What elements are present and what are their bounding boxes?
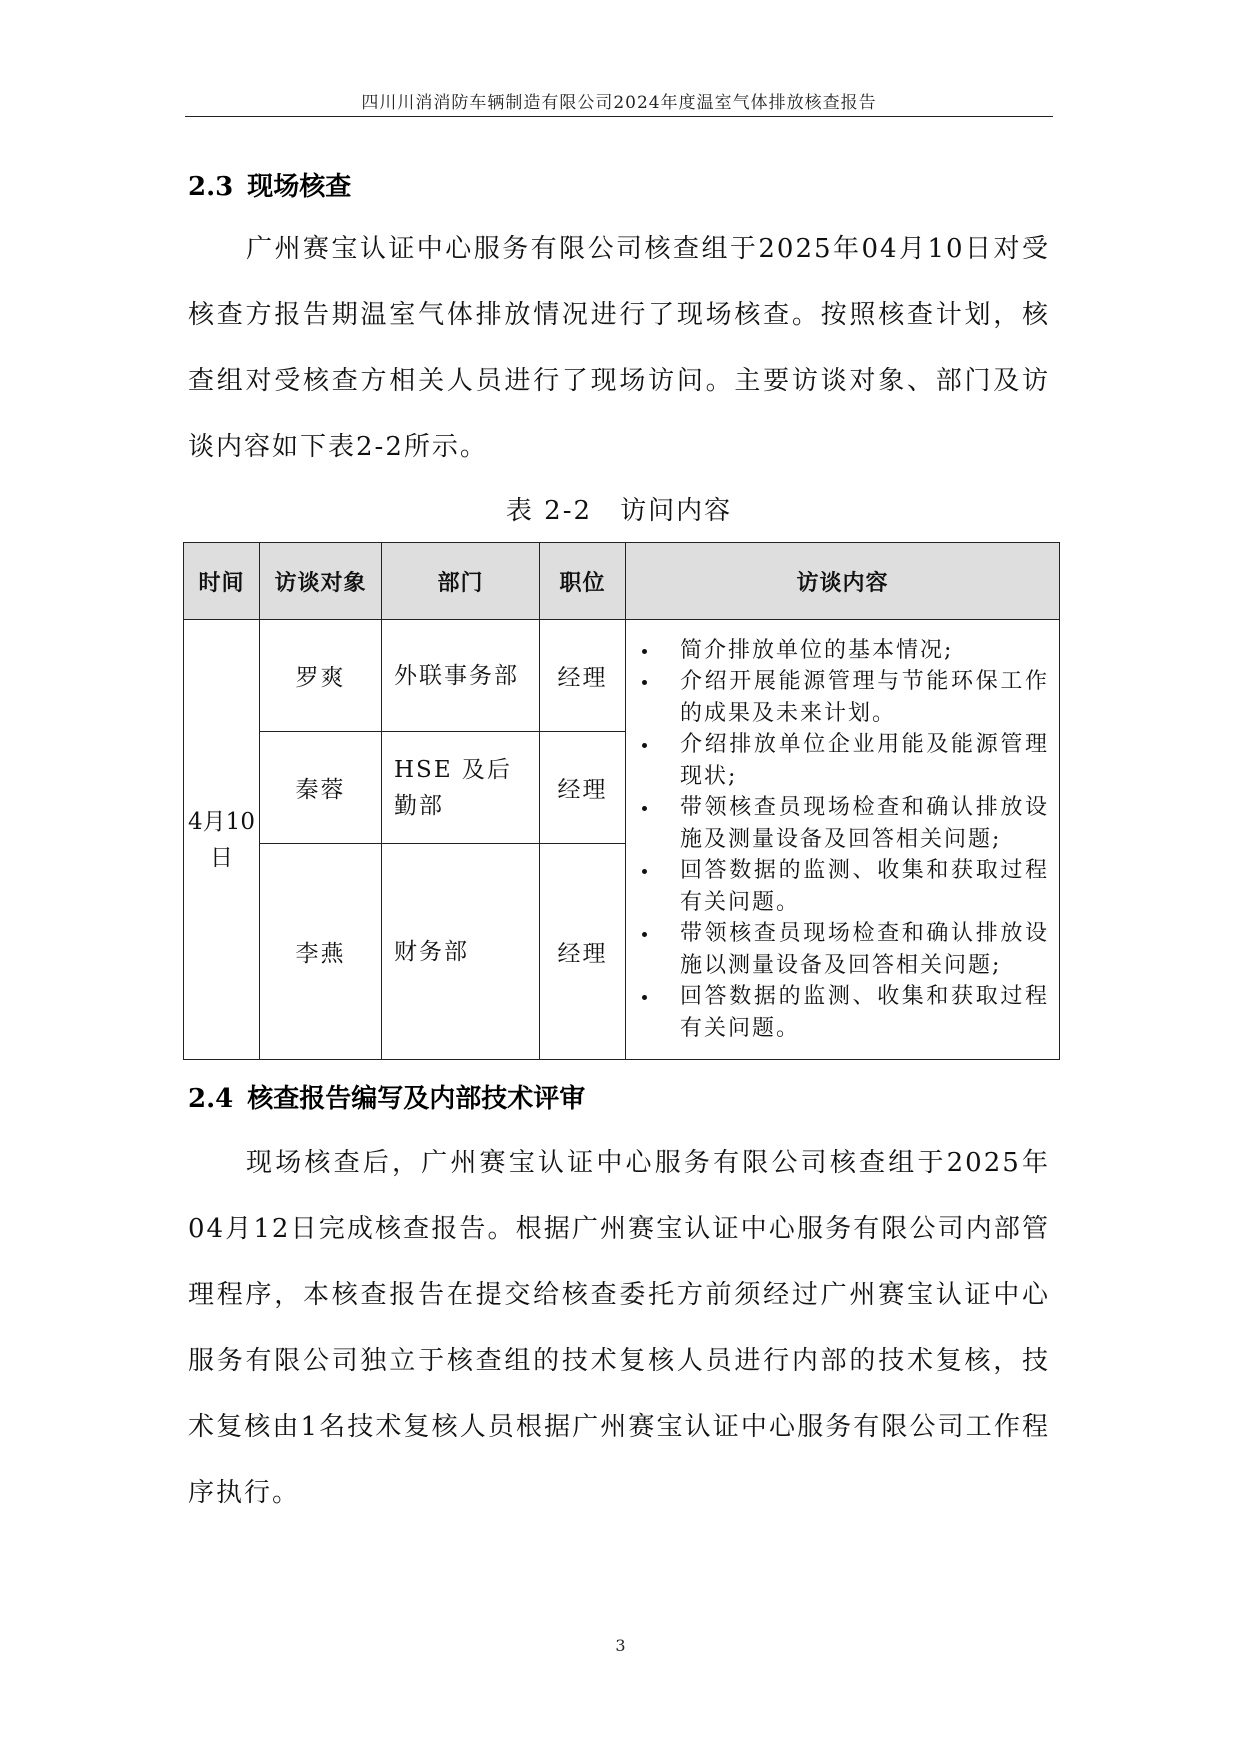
interviewee-name: 罗爽 (260, 620, 382, 732)
paragraph-site-verification: 广州赛宝认证中心服务有限公司核查组于2025年04月10日对受核查方报告期温室气体排放情况进行了现场核查。按照核查计划，核查组对受核查方相关人员进行了现场访问。主要访谈对象、部门及访谈内容如下表2-2所示。 (188, 234, 1050, 462)
table-caption (185, 490, 1053, 527)
interviewee-position: 经理 (540, 844, 626, 1060)
header-time: 时间 (184, 543, 260, 620)
header-position: 职位 (540, 543, 626, 620)
interviewee-position: 经理 (540, 732, 626, 844)
header-rule (185, 116, 1053, 117)
list-item: 介绍排放单位企业用能及能源管理现状; (634, 729, 1049, 792)
bullet-icon (642, 649, 647, 654)
bullet-icon (642, 932, 647, 937)
section-title: 现场核查 (247, 172, 352, 202)
table-row (184, 620, 1060, 732)
bullet-icon (642, 743, 647, 748)
list-item: 回答数据的监测、收集和获取过程有关问题。 (634, 855, 1049, 918)
list-item: 带领核查员现场检查和确认排放设施及测量设备及回答相关问题; (634, 792, 1049, 855)
header-content: 访谈内容 (626, 543, 1060, 620)
interviewee-position: 经理 (540, 620, 626, 732)
interviewee-department: 外联事务部 (382, 620, 540, 732)
header-department: 部门 (382, 543, 540, 620)
header-interviewee: 访谈对象 (260, 543, 382, 620)
list-item: 介绍开展能源管理与节能环保工作的成果及未来计划。 (634, 666, 1049, 729)
list-item: 带领核查员现场检查和确认排放设施以测量设备及回答相关问题; (634, 918, 1049, 981)
interview-table (183, 542, 1060, 1060)
interviewee-department: HSE 及后勤部 (382, 732, 540, 844)
section-number: 2.3 (188, 172, 234, 202)
list-item: 回答数据的监测、收集和获取过程有关问题。 (634, 981, 1049, 1044)
running-header: 四川川消消防车辆制造有限公司2024年度温室气体排放核查报告 (361, 93, 877, 113)
interviewee-name: 秦蓉 (260, 732, 382, 844)
interviewee-department: 财务部 (382, 844, 540, 1060)
section-number: 2.4 (188, 1084, 234, 1114)
table-caption-number: 表 2-2 (505, 496, 593, 526)
interview-date: 4月10日 (184, 620, 260, 1060)
section-heading-2-3 (188, 166, 351, 203)
table-header-row (184, 543, 1060, 620)
bullet-icon (642, 806, 647, 811)
page-number: 3 (615, 1636, 626, 1655)
bullet-icon (642, 869, 647, 874)
interviewee-name: 李燕 (260, 844, 382, 1060)
table-caption-title: 访问内容 (620, 496, 733, 526)
list-item: 简介排放单位的基本情况; (634, 635, 1049, 667)
bullet-icon (642, 680, 647, 685)
section-heading-2-4 (188, 1078, 585, 1115)
content-point-list (634, 635, 1049, 1045)
interview-content (626, 620, 1060, 1060)
section-title: 核查报告编写及内部技术评审 (247, 1084, 586, 1114)
paragraph-report-review: 现场核查后，广州赛宝认证中心服务有限公司核查组于2025年04月12日完成核查报告。根据广州赛宝认证中心服务有限公司内部管理程序，本核查报告在提交给核查委托方前须经过广州赛宝认证中心服务有限公司独立于核查组的技术复核人员进行内部的技术复核，技术复核由1名技术复核人员根据广州赛宝认证中心服务有限公司工作程序执行。 (188, 1148, 1050, 1508)
bullet-icon (642, 995, 647, 1000)
